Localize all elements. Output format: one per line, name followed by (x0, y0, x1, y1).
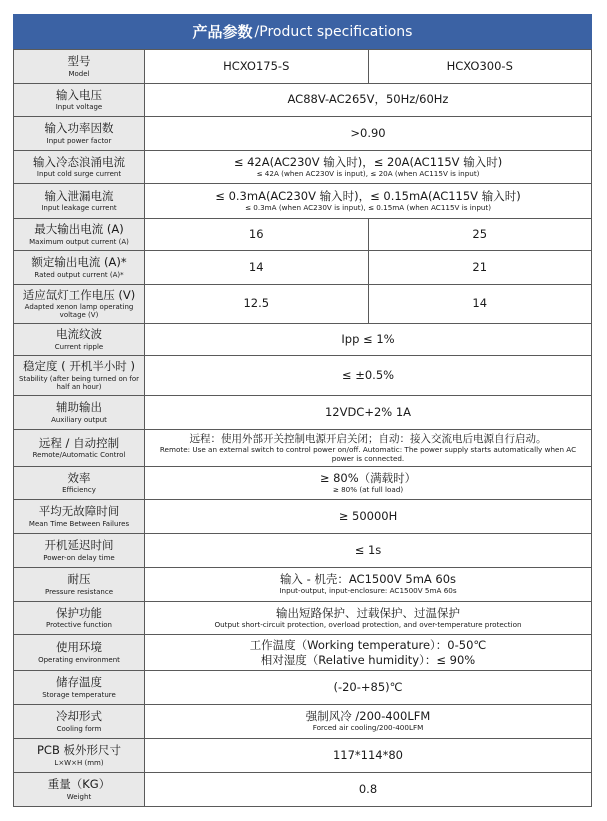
value-cell-1: HCXO175-S (145, 50, 369, 84)
table-row (14, 739, 592, 773)
value-cell: Ipp ≤ 1% (145, 324, 592, 356)
label-zh: 输入功率因数 (44, 121, 114, 136)
spec-sheet (13, 14, 592, 807)
label-en: Input cold surge current (36, 170, 122, 179)
value-sub: Remote: Use an external switch to control power on/off. Automatic: The power supply starts automatically when AC power is connected. (159, 445, 577, 463)
value-cell (145, 568, 592, 602)
row-label (14, 568, 145, 602)
value-cell: 0.8 (145, 773, 592, 807)
label-zh: 远程 / 自动控制 (38, 435, 120, 450)
table-row (14, 467, 592, 500)
table-row (14, 84, 592, 117)
label-zh: 平均无故障时间 (38, 504, 120, 519)
table-row (14, 430, 592, 467)
label-zh: 效率 (67, 470, 91, 485)
label-en: Stability (after being turned on for half an hour) (18, 374, 140, 391)
row-label (14, 500, 145, 534)
label-zh: 开机延迟时间 (44, 538, 114, 553)
value-cell-2: 14 (368, 285, 592, 324)
spec-table (13, 49, 592, 807)
label-zh: 输入泄漏电流 (44, 188, 114, 203)
label-zh: 稳定度 ( 开机半小时 ) (23, 359, 135, 374)
value-cell: AC88V-AC265V，50Hz/60Hz (145, 84, 592, 117)
row-label (14, 117, 145, 151)
table-row (14, 705, 592, 739)
label-en: Current ripple (54, 342, 104, 351)
row-label (14, 773, 145, 807)
label-zh: 电流纹波 (56, 327, 102, 342)
value-cell (145, 184, 592, 219)
value-cell-2: 21 (368, 251, 592, 285)
table-row (14, 635, 592, 671)
row-label (14, 705, 145, 739)
label-en: Protective function (46, 621, 112, 630)
row-label (14, 285, 145, 324)
value-cell (145, 430, 592, 467)
label-en: L×W×H (mm) (54, 758, 104, 767)
value-line-1: 工作温度（Working temperature）：0-50℃ (249, 638, 487, 653)
label-zh: 适应氙灯工作电压 (V) (22, 287, 136, 302)
label-zh: 保护功能 (56, 605, 102, 620)
table-row (14, 219, 592, 251)
table-row (14, 534, 592, 568)
label-en: Operating environment (38, 655, 120, 664)
row-label (14, 356, 145, 396)
table-row (14, 117, 592, 151)
value-cell: ≤ ±0.5% (145, 356, 592, 396)
value-cell-1: 14 (145, 251, 369, 285)
value-main: 强制风冷 /200-400LFM (305, 709, 431, 724)
value-cell: 12VDC+2% 1A (145, 396, 592, 430)
row-label (14, 50, 145, 84)
row-label (14, 739, 145, 773)
value-cell-2: HCXO300-S (368, 50, 592, 84)
label-zh: 储存温度 (56, 675, 102, 690)
table-row (14, 324, 592, 356)
label-en: Weight (66, 792, 92, 801)
header-title-zh: 产品参数 (192, 23, 253, 41)
label-en: Adapted xenon lamp operating voltage (V) (24, 303, 134, 320)
table-row (14, 251, 592, 285)
label-en: Input leakage current (41, 204, 117, 213)
value-sub: Forced air cooling/200-400LFM (312, 723, 424, 733)
row-label (14, 84, 145, 117)
value-cell (145, 705, 592, 739)
label-en: Input voltage (55, 103, 103, 112)
row-label (14, 324, 145, 356)
table-row (14, 285, 592, 324)
table-header (13, 14, 592, 49)
table-row (14, 356, 592, 396)
row-label (14, 602, 145, 635)
value-line-2: 相对湿度（Relative humidity）：≤ 90% (260, 652, 476, 667)
row-label (14, 534, 145, 568)
value-cell: >0.90 (145, 117, 592, 151)
value-cell (145, 151, 592, 184)
row-label (14, 251, 145, 285)
label-en: Storage temperature (42, 690, 116, 699)
label-zh: 最大输出电流 (A) (34, 222, 124, 237)
label-en: Mean Time Between Failures (28, 519, 130, 528)
value-main: 输入 - 机壳：AC1500V 5mA 60s (279, 572, 457, 587)
label-zh: 型号 (67, 54, 91, 69)
label-zh: 冷却形式 (56, 709, 102, 724)
value-cell-1: 16 (145, 219, 369, 251)
row-label (14, 151, 145, 184)
value-main: ≤ 42A(AC230V 输入时)，≤ 20A(AC115V 输入时) (233, 154, 503, 169)
row-label (14, 219, 145, 251)
label-zh: PCB 板外形尺寸 (36, 743, 121, 758)
label-zh: 使用环境 (56, 640, 102, 655)
label-zh: 耐压 (67, 572, 91, 587)
value-cell-2: 25 (368, 219, 592, 251)
value-cell (145, 635, 592, 671)
label-en: Model (68, 69, 90, 78)
table-row (14, 602, 592, 635)
table-row (14, 568, 592, 602)
table-row (14, 396, 592, 430)
row-label (14, 635, 145, 671)
label-en: Cooling form (56, 724, 102, 733)
table-row (14, 500, 592, 534)
label-zh: 输入电压 (56, 87, 102, 102)
value-sub: Input-output, input-enclosure: AC1500V 5mA 60s (279, 586, 457, 596)
label-zh: 辅助输出 (56, 400, 102, 415)
value-cell: 117*114*80 (145, 739, 592, 773)
label-en: Pressure resistance (44, 587, 113, 596)
table-row (14, 773, 592, 807)
label-en: Rated output current (A)* (34, 270, 124, 279)
value-sub: ≤ 42A (when AC230V is input), ≤ 20A (when AC115V is input) (256, 168, 480, 178)
header-title-en: /Product specifications (254, 23, 413, 40)
value-main: ≥ 80%（满载时） (319, 470, 417, 485)
row-label (14, 671, 145, 705)
label-en: Efficiency (62, 486, 96, 495)
label-en: Power-on delay time (43, 553, 115, 562)
table-row (14, 151, 592, 184)
table-row (14, 50, 592, 84)
row-label (14, 396, 145, 430)
table-row (14, 184, 592, 219)
value-main: 输出短路保护、过载保护、过温保护 (276, 605, 460, 620)
table-row (14, 671, 592, 705)
row-label (14, 430, 145, 467)
value-cell: (-20-+85)℃ (145, 671, 592, 705)
label-en: Input power factor (46, 136, 112, 145)
label-zh: 重量（KG） (47, 777, 111, 792)
value-sub: Output short-circuit protection, overload protection, and over-temperature protection (214, 619, 522, 629)
value-sub: ≤ 0.3mA (when AC230V is input), ≤ 0.15mA (when AC115V is input) (244, 202, 492, 212)
value-cell-1: 12.5 (145, 285, 369, 324)
label-en: Auxiliary output (51, 415, 107, 424)
label-zh: 输入冷态浪涌电流 (33, 154, 125, 169)
value-cell: ≤ 1s (145, 534, 592, 568)
value-cell: ≥ 50000H (145, 500, 592, 534)
value-main: 远程：使用外部开关控制电源开启关闭；自动：接入交流电后电源自行启动。 (189, 433, 547, 446)
value-cell (145, 467, 592, 500)
value-cell (145, 602, 592, 635)
value-main: ≤ 0.3mA(AC230V 输入时)，≤ 0.15mA(AC115V 输入时) (215, 188, 521, 203)
label-zh: 额定输出电流 (A)* (31, 255, 127, 270)
row-label (14, 184, 145, 219)
row-label (14, 467, 145, 500)
label-en: Maximum output current (A) (29, 237, 129, 246)
label-en: Remote/Automatic Control (32, 451, 126, 460)
value-sub: ≥ 80% (at full load) (332, 484, 404, 494)
